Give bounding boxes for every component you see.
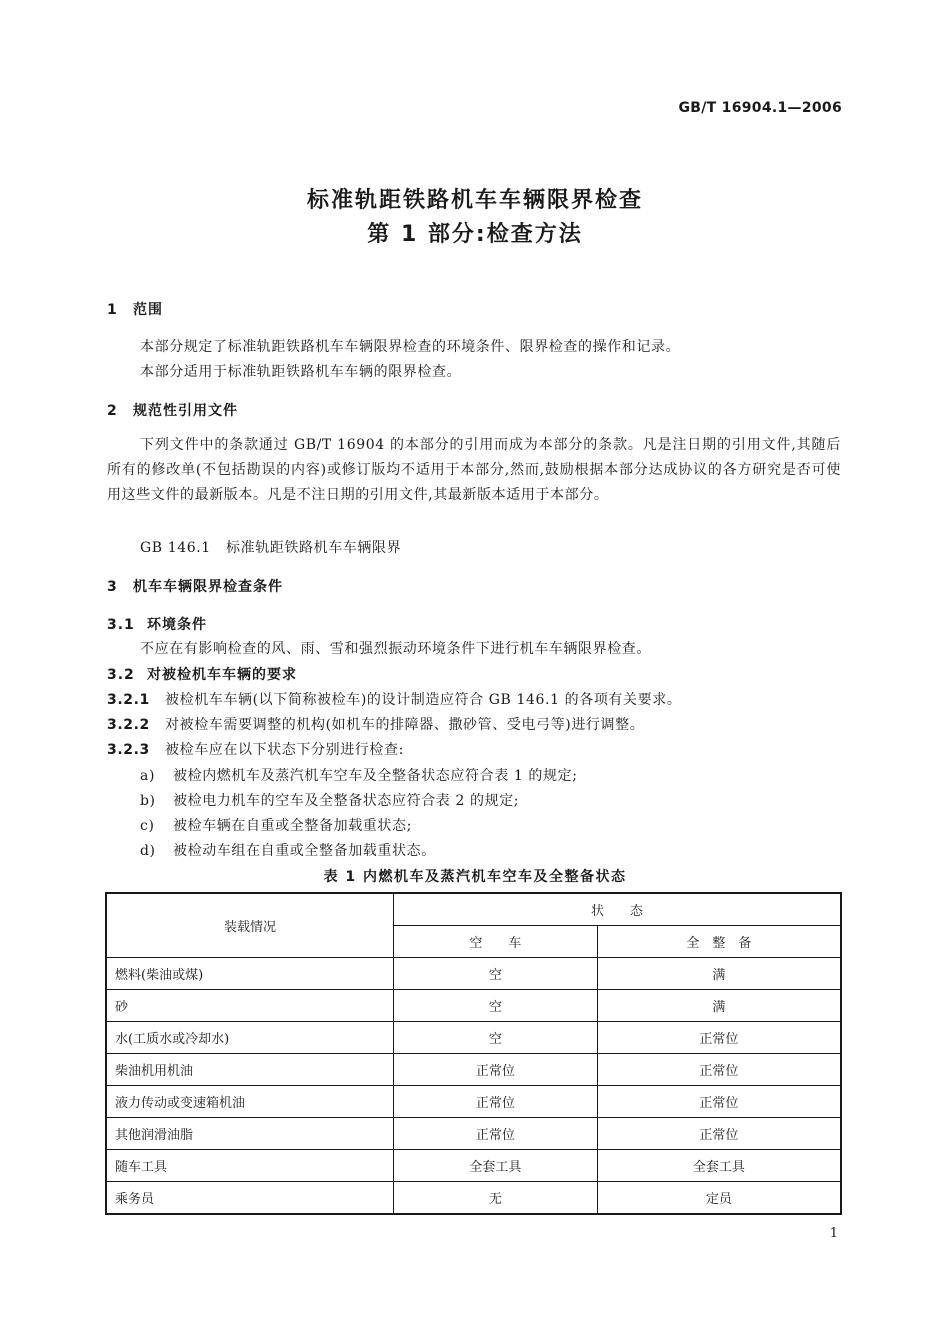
paragraph: 本部分规定了标准轨距铁路机车车辆限界检查的环境条件、限界检查的操作和记录。 [140,339,681,355]
section-3-1-heading [107,614,207,634]
table-row [106,1150,841,1182]
cell-empty: 空 [394,958,598,990]
section-number: 3 [107,579,118,595]
section-title: 规范性引用文件 [133,403,238,419]
table-row [106,1054,841,1086]
cell-item: 随车工具 [106,1150,394,1182]
reference-code: GB 146.1 [140,540,211,556]
list-item [140,815,412,835]
reference-entry [140,537,401,557]
reference-title: 标准轨距铁路机车车辆限界 [226,540,402,556]
section-number: 3.2 [107,667,135,683]
document-subtitle: 第 1 部分:检查方法 [367,222,583,247]
cell-item: 燃料(柴油或煤) [106,958,394,990]
cell-item: 液力传动或变速箱机油 [106,1086,394,1118]
state-table [105,892,842,1215]
clause-text: 对被检车需要调整的机构(如机车的排障器、撒砂管、受电弓等)进行调整。 [165,717,645,733]
clause-number: 3.2.2 [107,717,150,733]
cell-item: 水(工质水或冷却水) [106,1022,394,1054]
list-item-text: 被检电力机车的空车及全整备状态应符合表 2 的规定; [173,793,520,809]
list-item-text: 被检动车组在自重或全整备加载重状态。 [173,843,436,859]
list-item-label: d) [140,843,156,859]
table-row [106,990,841,1022]
header-load-condition: 装载情况 [106,893,394,958]
cell-empty: 空 [394,1022,598,1054]
list-item-label: c) [140,818,155,834]
header-empty: 空 车 [394,926,598,958]
paragraph: 下列文件中的条款通过 GB/T 16904 的本部分的引用而成为本部分的条款。凡是注日期的引用文件,其随后所有的修改单(不包括勘误的内容)或修订版均不适用于本部分,然而,鼓励根据本部分达成协议的各方研究是否可使用这些文件的最新版本。凡是不注日期的引用文件,其最新版本适用于本部分。 [107,437,841,503]
section-title: 环境条件 [147,617,207,633]
table-row [106,1182,841,1215]
section-title: 机车车辆限界检查条件 [133,579,283,595]
section-2-heading [107,400,238,420]
document-title: 标准轨距铁路机车车辆限界检查 [306,188,643,213]
cell-full: 正常位 [597,1086,841,1118]
table-row [106,958,841,990]
cell-empty: 无 [394,1182,598,1215]
cell-full: 满 [597,958,841,990]
cell-empty: 正常位 [394,1118,598,1150]
cell-empty: 正常位 [394,1086,598,1118]
cell-full: 全套工具 [597,1150,841,1182]
list-item-label: b) [140,793,156,809]
section-title: 范围 [133,302,163,318]
table-row [106,1022,841,1054]
paragraph: 本部分适用于标准轨距铁路机车车辆的限界检查。 [140,364,462,380]
section-title: 对被检机车车辆的要求 [147,667,297,683]
cell-full: 正常位 [597,1022,841,1054]
cell-full: 满 [597,990,841,1022]
clause-3-2-2 [107,714,644,734]
clause-text: 被检机车车辆(以下简称被检车)的设计制造应符合 GB 146.1 的各项有关要求。 [165,692,682,708]
paragraph: 不应在有影响检查的风、雨、雪和强烈振动环境条件下进行机车车辆限界检查。 [140,641,651,657]
cell-full: 正常位 [597,1118,841,1150]
section-1-heading [107,299,163,319]
clause-text: 被检车应在以下状态下分别进行检查: [165,742,404,758]
cell-full: 正常位 [597,1054,841,1086]
list-item-text: 被检车辆在自重或全整备加载重状态; [173,818,412,834]
header-state: 状 态 [394,893,842,926]
clause-3-2-1 [107,689,681,709]
cell-item: 砂 [106,990,394,1022]
clause-3-2-3 [107,739,404,759]
header-full: 全 整 备 [597,926,841,958]
section-number: 2 [107,403,118,419]
list-item-text: 被检内燃机车及蒸汽机车空车及全整备状态应符合表 1 的规定; [173,768,578,784]
table-header-row [106,893,841,926]
clause-number: 3.2.3 [107,742,150,758]
cell-empty: 空 [394,990,598,1022]
cell-item: 柴油机用机油 [106,1054,394,1086]
clause-number: 3.2.1 [107,692,150,708]
list-item [140,765,578,785]
table-row [106,1118,841,1150]
list-item-label: a) [140,768,156,784]
section-number: 3.1 [107,617,135,633]
page-number: 1 [829,1226,838,1241]
section-number: 1 [107,302,118,318]
cell-empty: 正常位 [394,1054,598,1086]
standard-code: GB/T 16904.1—2006 [678,100,842,116]
section-3-2-heading [107,664,297,684]
table-caption: 表 1 内燃机车及蒸汽机车空车及全整备状态 [323,869,627,885]
list-item [140,840,436,860]
list-item [140,790,519,810]
cell-empty: 全套工具 [394,1150,598,1182]
section-3-heading [107,576,283,596]
cell-item: 乘务员 [106,1182,394,1215]
cell-full: 定员 [597,1182,841,1215]
cell-item: 其他润滑油脂 [106,1118,394,1150]
table-row [106,1086,841,1118]
